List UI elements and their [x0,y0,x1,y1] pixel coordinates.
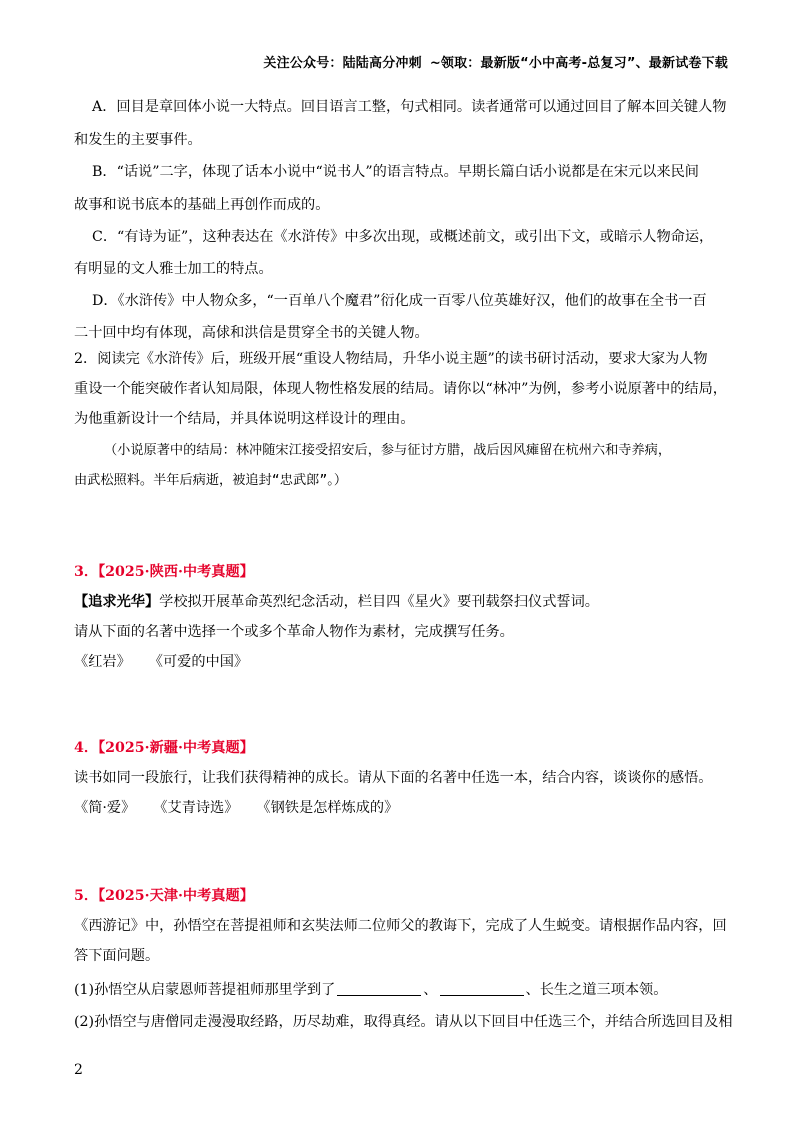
q1-option-b-line2: 故事和说书底本的基础上再创作而成的。 [74,197,330,213]
q2-line1: 2．阅读完《水浒传》后，班级开展“重设人物结局，升华小说主题”的读书研讨活动，要求大家为人物 [74,351,708,367]
q3-heading [74,562,254,582]
q3-sub-label: 【追求光华】 [74,594,160,610]
q1-option-d-line1: D．《水浒传》中人物众多，“一百单八个魔君”衍化成一百零八位英雄好汉，他们的故事在全书一百 [92,293,707,309]
q2-line2: 重设一个能突破作者认知局限，体现人物性格发展的结局。请你以“林冲”为例，参考小说原著中的结局， [74,381,727,397]
q4-heading [74,738,254,758]
q2-note-line1: （小说原著中的结局：林冲随宋江接受招安后，参与征讨方腊，战后因风瘫留在杭州六和寺养病， [104,443,672,458]
q5-sub2: (2)孙悟空与唐僧同走漫漫取经路，历尽劫难，取得真经。请从以下回目中任选三个，并结合所选回目及相 [74,1014,733,1030]
q5-sub1 [74,980,667,1000]
q5-sub1-separator: 、 [423,982,438,998]
q3-books [74,652,248,672]
q5-source-tag: 【2025·天津·中考真题】 [98,888,254,904]
q3-book-2: 《可爱的中国》 [148,654,249,670]
q1-option-c-line1: C．“有诗为证”，这种表达在《水浒传》中多次出现，或概述前文，或引出下文，或暗示人物命运， [92,229,714,245]
q2-note-line2: 由武松照料。半年后病逝，被追封“忠武郎”。） [74,473,348,488]
q3-line2: 请从下面的名著中选择一个或多个革命人物作为素材，完成撰写任务。 [74,624,514,640]
q4-books [74,798,398,818]
q3-number: 3． [74,564,99,580]
q4-book-1: 《简·爱》 [74,800,136,816]
q5-sub1-text-b: 、长生之道三项本领。 [525,982,668,998]
q4-source-tag: 【2025·新疆·中考真题】 [98,740,254,756]
q3-book-1: 《红岩》 [74,654,131,670]
page-header [263,52,728,71]
q5-number: 5． [74,888,99,904]
q5-sub1-text-a: (1)孙悟空从启蒙恩师菩提祖师那里学到了 [74,982,336,998]
q3-line1-text: 学校拟开展革命英烈纪念活动，栏目四《星火》要刊载祭扫仪式誓词。 [159,594,599,610]
q4-number: 4． [74,740,99,756]
q1-option-c-line2: 有明显的文人雅士加工的特点。 [74,261,273,277]
q4-line1: 读书如同一段旅行，让我们获得精神的成长。请从下面的名著中任选一本，结合内容，谈谈你的感悟。 [74,770,713,786]
page-number: 2 [74,1062,83,1078]
q5-line2: 答下面问题。 [74,948,160,964]
q3-source-tag: 【2025·陕西·中考真题】 [98,564,254,580]
q1-option-b-line1: B．“话说”二字，体现了话本小说中“说书人”的语言特点。早期长篇白话小说都是在宋元以来民间 [92,164,699,180]
q5-line1: 《西游记》中，孙悟空在菩提祖师和玄奘法师二位师父的教诲下，完成了人生蜕变。请根据作品内容，回 [74,918,727,934]
q5-heading [74,886,254,906]
q3-line1 [74,592,599,612]
q1-option-a-line1: A．回目是章回体小说一大特点。回目语言工整，句式相同。读者通常可以通过回目了解本回关键人物 [92,99,727,115]
q5-answer-blank-1[interactable] [337,981,421,996]
q1-option-d-line2: 二十回中均有体现，高俅和洪信是贯穿全书的关键人物。 [74,325,429,341]
header-left: 关注公众号：陆陆高分冲刺 [263,56,422,71]
q2-line3: 为他重新设计一个结局，并具体说明这样设计的理由。 [74,411,415,427]
q4-book-2: 《艾青诗选》 [153,800,239,816]
q1-option-a-line2: 和发生的主要事件。 [74,132,202,148]
q4-book-3: 《钢铁是怎样炼成的》 [256,800,399,816]
q5-answer-blank-2[interactable] [440,981,524,996]
header-right: ~领取：最新版“小中高考-总复习”、最新试卷下载 [429,56,728,71]
